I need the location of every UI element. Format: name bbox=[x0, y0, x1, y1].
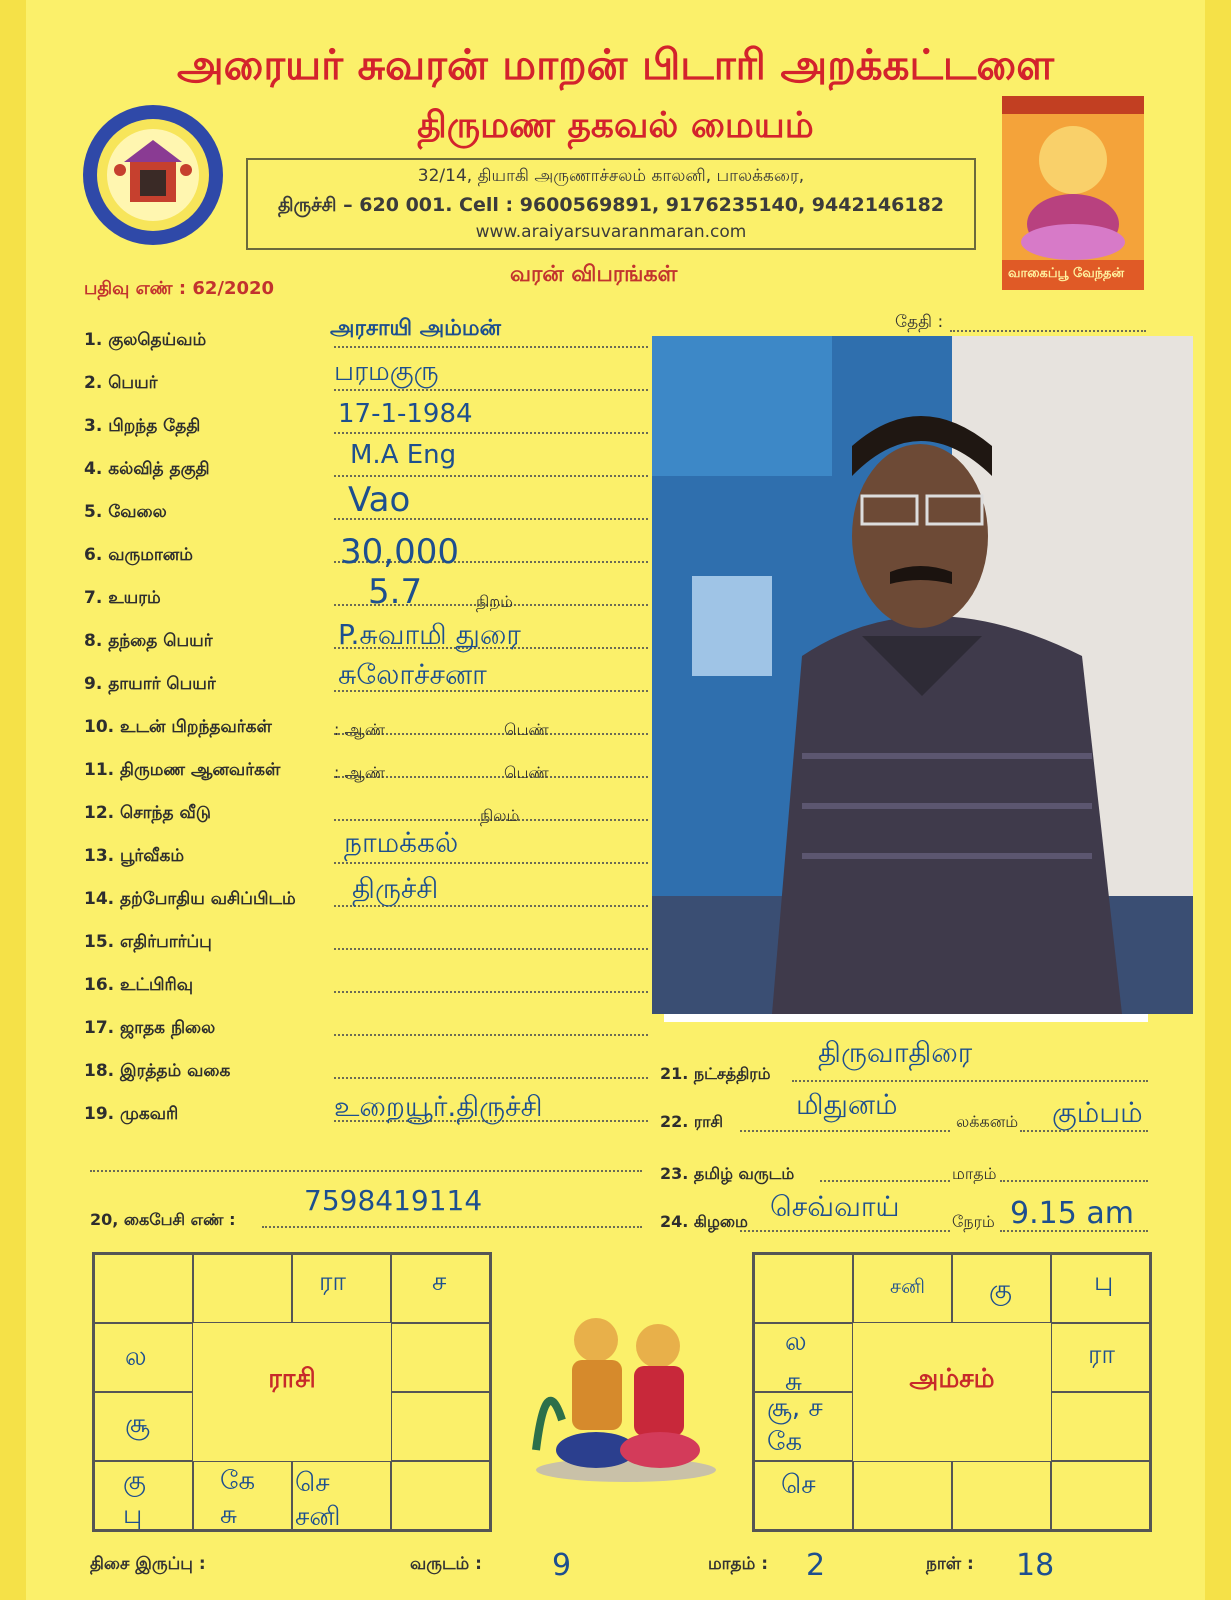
field-label-4: 4. கல்வித் தகுதி bbox=[84, 459, 210, 479]
amsam-cell-3 bbox=[952, 1254, 1051, 1323]
rasi-label: 22. ராசி bbox=[660, 1112, 724, 1131]
field-label-18: 18. இரத்தம் வகை bbox=[84, 1061, 231, 1081]
address-line-1: 32/14, தியாகி அருணாச்சலம் காலனி, பாலக்கரை, bbox=[417, 166, 805, 186]
field-label-17: 17. ஜாதக நிலை bbox=[84, 1018, 216, 1038]
address-line-2: திருச்சி – 620 001. Cell : 9600569891, 9176235140, 9442146182 bbox=[277, 194, 945, 216]
rasi-cell-11-text: சூ bbox=[125, 1409, 150, 1439]
profile-photo bbox=[652, 336, 1193, 1014]
weekday-value: செவ்வாய் bbox=[770, 1190, 900, 1223]
siblings-female-label: பெண் bbox=[504, 720, 549, 739]
rasi-cell-9-text: கே சு bbox=[220, 1466, 256, 1530]
phone-label: 20, கைபேசி எண் : bbox=[90, 1210, 236, 1229]
rasi-cell-7 bbox=[391, 1461, 490, 1530]
tamil-year-label: 23. தமிழ் வருடம் bbox=[660, 1164, 795, 1183]
field-line-16 bbox=[334, 991, 648, 993]
rasi-cell-2 bbox=[193, 1254, 292, 1323]
field-line-17 bbox=[334, 1034, 648, 1036]
tamil-year-line bbox=[820, 1180, 950, 1182]
deity-portrait-icon bbox=[1002, 96, 1144, 290]
field-value-13: நாமக்கல் bbox=[344, 826, 459, 859]
field-label-16: 16. உட்பிரிவு bbox=[84, 975, 193, 995]
field-value-3: 17-1-1984 bbox=[338, 399, 473, 429]
field-label-19: 19. முகவரி bbox=[84, 1104, 179, 1124]
amsam-cell-7 bbox=[1051, 1461, 1150, 1530]
rasi-center-label: ராசி bbox=[268, 1364, 316, 1394]
dasa-year-label: வருடம் : bbox=[410, 1554, 482, 1574]
weekday-line bbox=[740, 1230, 950, 1232]
phone-line bbox=[262, 1226, 642, 1228]
field-line-3 bbox=[334, 432, 648, 434]
field-label-13: 13. பூர்வீகம் bbox=[84, 846, 185, 866]
field-label-14: 14. தற்போதிய வசிப்பிடம் bbox=[84, 889, 296, 909]
field-value-9: சுலோச்சனா bbox=[338, 658, 487, 691]
right-border bbox=[1205, 0, 1231, 1600]
field-value-2: பரமகுரு bbox=[334, 356, 439, 387]
amsam-cell-11-text: சூ, ச கே bbox=[767, 1393, 823, 1457]
married-female-label: பெண் bbox=[504, 763, 549, 782]
field-label-10: 10. உடன் பிறந்தவர்கள் bbox=[84, 717, 272, 737]
dasa-year-value: 9 bbox=[552, 1548, 572, 1583]
niram-label: நிறம் bbox=[476, 592, 514, 611]
date-line bbox=[950, 330, 1146, 332]
rasi-cell-11 bbox=[94, 1392, 193, 1461]
amsam-cell-4-text: பு bbox=[1094, 1267, 1114, 1297]
field-label-11: 11. திருமண ஆனவர்கள் bbox=[84, 760, 281, 780]
rasi-cell-3-text: ரா bbox=[319, 1267, 347, 1297]
field-value-19: உறையூர்.திருச்சி bbox=[334, 1090, 543, 1123]
married-male-label: : ஆண் bbox=[334, 763, 386, 782]
amsam-cell-6 bbox=[1051, 1392, 1150, 1461]
field-label-2: 2. பெயர் bbox=[84, 373, 158, 393]
field-line-1 bbox=[334, 346, 648, 348]
field-label-8: 8. தந்தை பெயர் bbox=[84, 631, 213, 651]
amsam-cell-10 bbox=[754, 1461, 853, 1530]
field-label-15: 15. எதிர்பார்ப்பு bbox=[84, 932, 212, 952]
amsam-cell-8 bbox=[952, 1461, 1051, 1530]
nakshatra-value: திருவாதிரை bbox=[818, 1036, 973, 1069]
rasi-cell-12-text: ல bbox=[125, 1342, 147, 1372]
nakshatra-line bbox=[792, 1080, 1148, 1082]
nakshatra-label: 21. நட்சத்திரம் bbox=[660, 1064, 771, 1083]
field-line-15 bbox=[334, 948, 648, 950]
amsam-cell-2 bbox=[853, 1254, 952, 1323]
weekday-label: 24. கிழமை bbox=[660, 1212, 748, 1231]
amsam-cell-3-text: கு bbox=[989, 1275, 1012, 1305]
month-label: மாதம் bbox=[952, 1164, 997, 1183]
time-value: 9.15 am bbox=[1010, 1196, 1134, 1231]
rasi-cell-12 bbox=[94, 1323, 193, 1392]
photo-shadow bbox=[664, 1014, 1148, 1022]
amsam-chart bbox=[752, 1252, 1152, 1532]
trust-emblem-icon bbox=[80, 102, 226, 248]
rasi-cell-4 bbox=[391, 1254, 490, 1323]
lagna-label: லக்கனம் bbox=[956, 1112, 1019, 1131]
field-label-5: 5. வேலை bbox=[84, 502, 167, 522]
siblings-male-label: : ஆண் bbox=[334, 720, 386, 739]
field-label-12: 12. சொந்த வீடு bbox=[84, 803, 211, 823]
time-label: நேரம் bbox=[952, 1212, 995, 1231]
rasi-line bbox=[740, 1130, 950, 1132]
field-label-9: 9. தாயார் பெயர் bbox=[84, 674, 216, 694]
left-border bbox=[0, 0, 26, 1600]
rasi-cell-8 bbox=[292, 1461, 391, 1530]
rasi-cell-1 bbox=[94, 1254, 193, 1323]
amsam-cell-5-text: ரா bbox=[1088, 1340, 1116, 1370]
rasi-cell-10-text: கு பு bbox=[123, 1466, 146, 1530]
dasa-day-label: நாள் : bbox=[926, 1554, 974, 1574]
date-label: தேதி : bbox=[895, 312, 944, 332]
rasi-cell-10 bbox=[94, 1461, 193, 1530]
dasa-month-label: மாதம் : bbox=[708, 1554, 769, 1574]
amsam-cell-11 bbox=[754, 1392, 853, 1461]
field-label-3: 3. பிறந்த தேதி bbox=[84, 416, 201, 436]
rasi-cell-8-text: செ சனி bbox=[295, 1468, 341, 1532]
section-title: வரன் விபரங்கள் bbox=[510, 262, 678, 287]
field-value-14: திருச்சி bbox=[352, 872, 439, 905]
field-line-18 bbox=[334, 1077, 648, 1079]
registration-number: பதிவு எண் : 62/2020 bbox=[84, 278, 275, 299]
amsam-cell-12 bbox=[754, 1323, 853, 1397]
trust-title: அரையர் சுவரன் மாறன் பிடாரி அறக்கட்டளை bbox=[176, 40, 1055, 89]
land-label: நிலம் bbox=[480, 806, 520, 825]
dasa-label: திசை இருப்பு : bbox=[90, 1554, 206, 1574]
rasi-cell-6 bbox=[391, 1392, 490, 1461]
field-label-1: 1. குலதெய்வம் bbox=[84, 330, 207, 350]
dasa-day-value: 18 bbox=[1016, 1548, 1055, 1583]
field-value-7: 5.7 bbox=[368, 572, 423, 612]
amsam-cell-5 bbox=[1051, 1323, 1150, 1392]
field-value-4: M.A Eng bbox=[350, 440, 457, 470]
rasi-chart bbox=[92, 1252, 492, 1532]
phone-value: 7598419114 bbox=[304, 1184, 483, 1217]
rasi-cell-3 bbox=[292, 1254, 391, 1323]
amsam-cell-2-text: சனி bbox=[890, 1274, 925, 1298]
address-extra-line bbox=[90, 1170, 642, 1172]
field-value-6: 30,000 bbox=[340, 532, 459, 572]
rasi-value: மிதுனம் bbox=[796, 1088, 898, 1121]
field-line-4 bbox=[334, 475, 648, 477]
deity-caption: வாகைப்பூ வேந்தன் bbox=[1008, 266, 1125, 281]
amsam-cell-12-text: ல சு bbox=[785, 1327, 807, 1397]
field-value-1: அரசாயி அம்மன் bbox=[330, 316, 501, 341]
amsam-cell-1 bbox=[754, 1254, 853, 1323]
amsam-cell-10-text: செ bbox=[781, 1470, 816, 1500]
lagna-value: கும்பம் bbox=[1052, 1096, 1143, 1129]
center-title: திருமண தகவல் மையம் bbox=[417, 104, 814, 146]
amsam-cell-9 bbox=[853, 1461, 952, 1530]
rasi-cell-4-text: ச bbox=[432, 1267, 447, 1297]
field-value-8: P.சுவாமி துரை bbox=[338, 618, 521, 651]
deities-icon bbox=[526, 1300, 726, 1490]
field-value-5: Vao bbox=[348, 480, 411, 520]
address-box bbox=[246, 158, 976, 250]
rasi-cell-9 bbox=[193, 1461, 292, 1530]
dasa-month-value: 2 bbox=[806, 1548, 826, 1583]
website: www.araiyarsuvaranmaran.com bbox=[475, 222, 747, 242]
rasi-cell-5 bbox=[391, 1323, 490, 1392]
month-line bbox=[1000, 1180, 1148, 1182]
field-label-7: 7. உயரம் bbox=[84, 588, 161, 608]
field-label-6: 6. வருமானம் bbox=[84, 545, 193, 565]
amsam-cell-4 bbox=[1051, 1254, 1150, 1323]
amsam-center-label: அம்சம் bbox=[909, 1364, 995, 1394]
